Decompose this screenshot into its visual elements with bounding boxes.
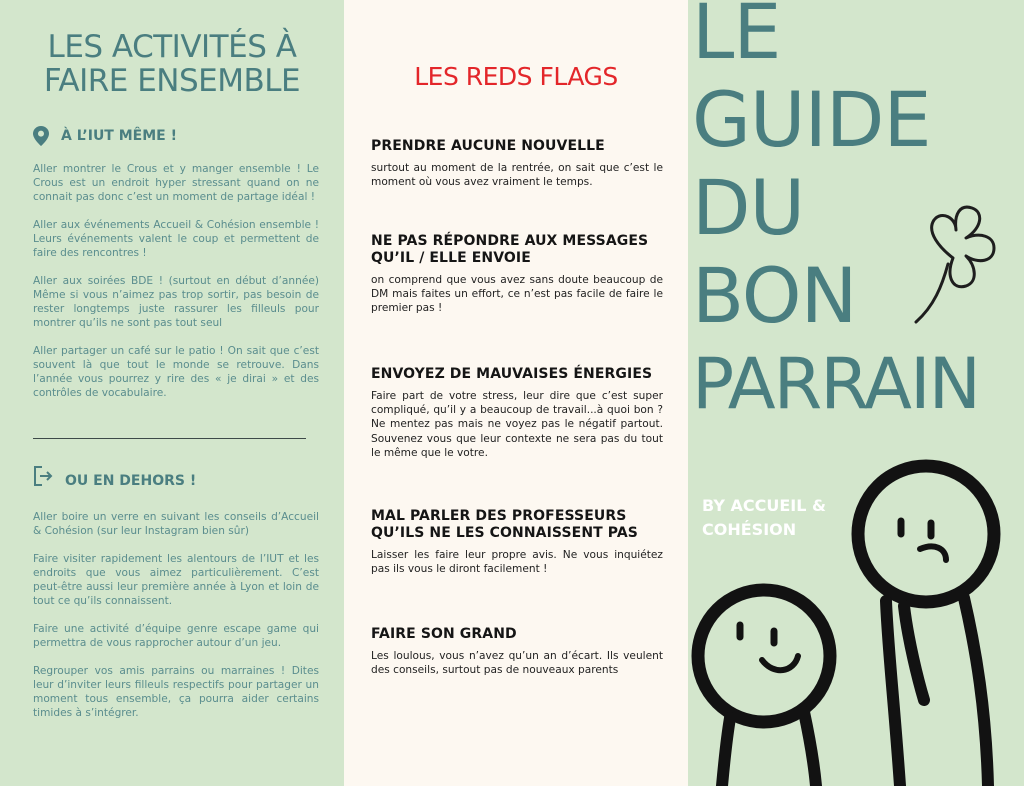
smiling-stick-figure bbox=[698, 590, 830, 786]
red-flag-text: surtout au moment de la rentrée, on sait que c’est le moment où vous avez vraiment le temps. bbox=[371, 162, 663, 189]
section-iut-heading bbox=[33, 126, 177, 146]
red-flag-text: Laisser les faire leur propre avis. Ne vous inquiétez pas ils vous le diront facilement ! bbox=[371, 549, 663, 576]
cover-title-line-2: GUIDE bbox=[692, 75, 931, 164]
red-flag-heading: PRENDRE AUCUNE NOUVELLE bbox=[371, 138, 605, 154]
section-iut-title: À L’IUT MÊME ! bbox=[61, 128, 177, 144]
section-divider bbox=[33, 438, 306, 439]
section-outside-title: OU EN DEHORS ! bbox=[65, 473, 197, 489]
red-flag-item bbox=[371, 366, 663, 460]
illustration bbox=[688, 0, 1024, 786]
left-title-line-2: FAIRE ENSEMBLE bbox=[43, 63, 301, 99]
red-flag-text: Les loulous, vous n’avez qu’un an d’écart. Ils veulent des conseils, surtout pas de nouveaux parents bbox=[371, 650, 663, 677]
iut-paragraph: Aller montrer le Crous et y manger ensemble ! Le Crous est un endroit hyper stressant quand on ne connait pas donc c’est un moment de partage idéal ! bbox=[33, 163, 319, 203]
four-leaf-clover-icon bbox=[916, 207, 994, 322]
red-flag-item bbox=[371, 138, 663, 189]
red-flag-text: Faire part de votre stress, leur dire que c’est super compliqué, qu’il y a beaucoup de travail...à quoi bon ? Ne mentez pas mais ne voyez pas le négatif partout. Souvenez vous que leur contexte ne sera pas du tout le même que le votre. bbox=[371, 390, 663, 459]
left-panel bbox=[0, 0, 344, 786]
byline-line-1: BY ACCUEIL & bbox=[702, 496, 826, 515]
red-flag-item bbox=[371, 233, 663, 316]
thinking-stick-figure bbox=[858, 466, 994, 786]
section-outside-heading bbox=[33, 463, 196, 489]
red-flag-text: on comprend que vous avez sans doute beaucoup de DM mais faites un effort, ce n’est pas facile de faire le premier pas ! bbox=[371, 274, 663, 315]
section-iut-body bbox=[33, 162, 319, 414]
outside-paragraph: Faire visiter rapidement les alentours de l’IUT et les endroits que vous aimez particulièrement. C’est peut-être aussi leur première année à Lyon et loin de tout ce qu’ils connaissent. bbox=[33, 553, 319, 607]
red-flags-title: LES REDS FLAGS bbox=[414, 62, 618, 91]
middle-panel bbox=[344, 0, 688, 786]
iut-paragraph: Aller partager un café sur le patio ! On sait que c’est souvent là que tout le monde se retrouve. Dans l’année vous pourrez y rire des « je dirai » et des contrôles de vocabulaire. bbox=[33, 345, 319, 399]
left-panel-title bbox=[0, 30, 344, 98]
location-pin-icon bbox=[33, 126, 49, 146]
red-flag-heading: NE PAS RÉPONDRE AUX MESSAGES QU’IL / ELLE ENVOIE bbox=[371, 233, 649, 266]
cover-title-line-5: PARRAIN bbox=[692, 343, 979, 425]
cover-title-line-4: BON bbox=[692, 251, 857, 340]
left-title-line-1: LES ACTIVITÉS À bbox=[47, 29, 297, 65]
red-flag-item bbox=[371, 626, 663, 677]
byline-line-2: COHÉSION bbox=[702, 520, 797, 539]
right-panel bbox=[688, 0, 1024, 786]
iut-paragraph: Aller aux événements Accueil & Cohésion ensemble ! Leurs événements valent le coup et permettent de faire des rencontres ! bbox=[33, 219, 319, 259]
outside-paragraph: Aller boire un verre en suivant les conseils d’Accueil & Cohésion (sur leur Instagram bien sûr) bbox=[33, 511, 319, 537]
cover-title-line-3: DU bbox=[692, 163, 805, 252]
red-flag-item bbox=[371, 508, 663, 576]
red-flag-heading: MAL PARLER DES PROFESSEURS QU’ILS NE LES CONNAISSENT PAS bbox=[371, 508, 638, 541]
exit-arrow-icon bbox=[33, 465, 53, 487]
red-flag-heading: ENVOYEZ DE MAUVAISES ÉNERGIES bbox=[371, 366, 653, 382]
section-outside-body bbox=[33, 510, 319, 734]
outside-paragraph: Faire une activité d’équipe genre escape game qui permettra de vous rapprocher autour d’un jeu. bbox=[33, 623, 319, 649]
cover-title-line-1: LE bbox=[692, 0, 781, 76]
red-flag-heading: FAIRE SON GRAND bbox=[371, 626, 517, 642]
outside-paragraph: Regrouper vos amis parrains ou marraines ! Dites leur d’inviter leurs filleuls respectifs pour partager un moment tous ensemble, ça pourra aider certains timides à s’intégrer. bbox=[33, 665, 319, 719]
iut-paragraph: Aller aux soirées BDE ! (surtout en début d’année) Même si vous n’aimez pas trop sortir, pas besoin de rester longtemps juste rassurer les filleuls pour montrer qu’ils ne sont pas tout seul bbox=[33, 275, 319, 329]
